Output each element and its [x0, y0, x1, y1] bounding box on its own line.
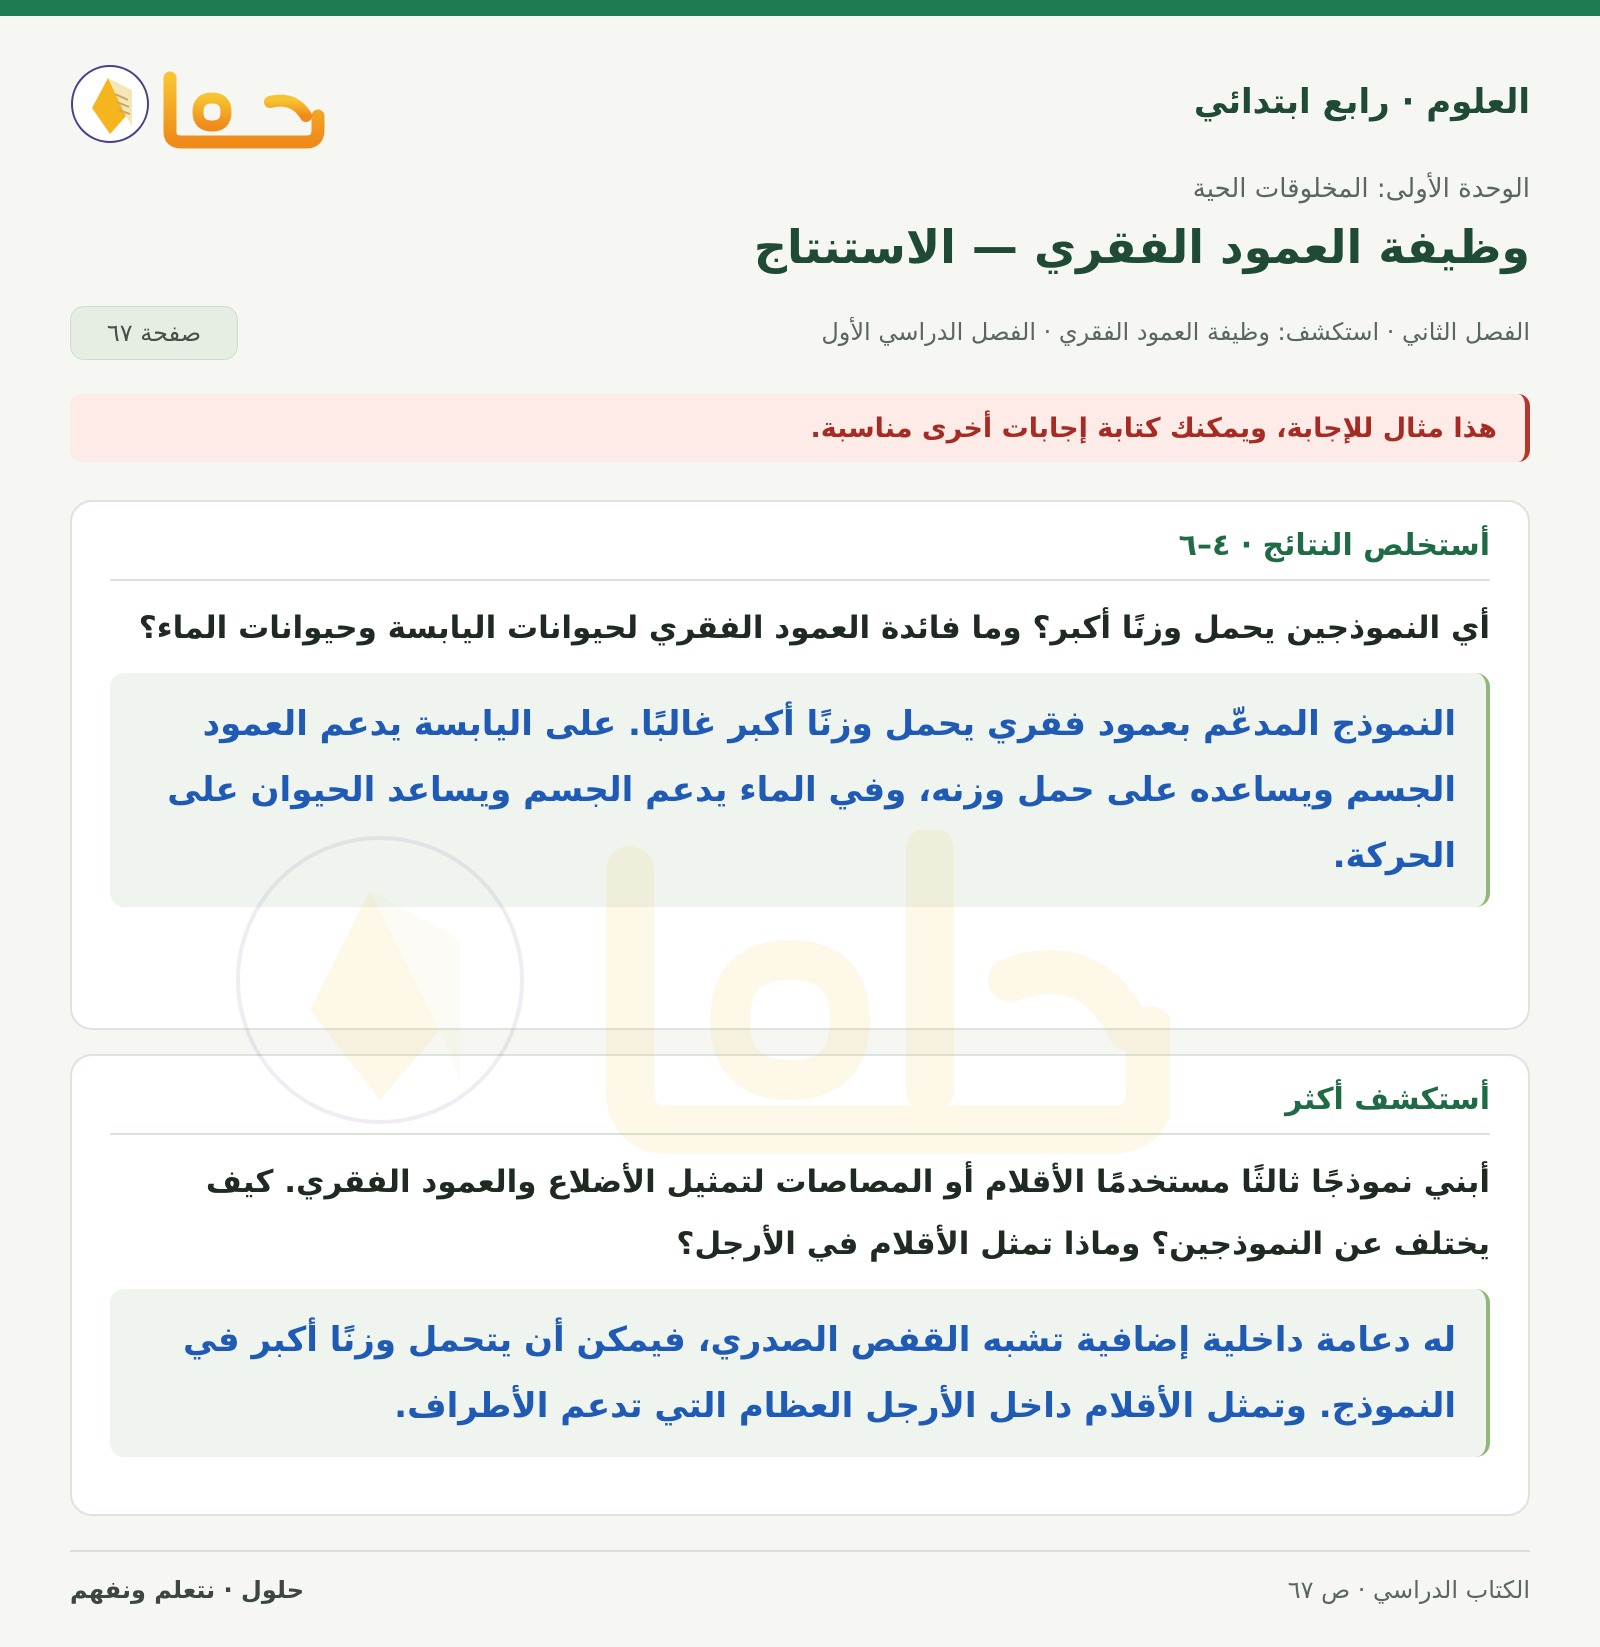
- answer-box: النموذج المدعّم بعمود فقري يحمل وزنًا أكبر غالبًا. على اليابسة يدعم العمود الجسم ويساعده على حمل وزنه، وفي الماء يدعم الجسم ويساعد الحيوان على الحركة.: [110, 673, 1490, 907]
- answer-note-text: هذا مثال للإجابة، ويمكنك كتابة إجابات أخرى مناسبة.: [810, 412, 1497, 444]
- answer-box: له دعامة داخلية إضافية تشبه القفص الصدري، فيمكن أن يتحمل وزنًا أكبر في النموذج. وتمثل الأقلام داخل الأرجل العظام التي تدعم الأطراف.: [110, 1289, 1490, 1457]
- hulul-logo[interactable]: [70, 46, 330, 156]
- logo-graphic: [70, 46, 330, 156]
- top-accent-bar: [0, 0, 1600, 16]
- subject-grade-label: العلوم · رابع ابتدائي: [1193, 82, 1530, 122]
- footer-brand: حلول · نتعلم ونفهم: [70, 1576, 304, 1604]
- lesson-meta: الفصل الثاني · استكشف: وظيفة العمود الفقري · الفصل الدراسي الأول: [821, 318, 1530, 346]
- question-text: أي النموذجين يحمل وزنًا أكبر؟ وما فائدة العمود الفقري لحيوانات اليابسة وحيوانات الماء؟: [138, 610, 1490, 646]
- unit-label: الوحدة الأولى: المخلوقات الحية: [1192, 174, 1530, 204]
- card-heading: أستكشف أكثر: [110, 1082, 1490, 1135]
- footer-source: الكتاب الدراسي · ص ٦٧: [1287, 1576, 1530, 1604]
- page-number-badge: صفحة ٦٧: [70, 306, 238, 360]
- question-card: [70, 500, 1530, 1030]
- question-text: أبني نموذجًا ثالثًا مستخدمًا الأقلام أو المصاصات لتمثيل الأضلاع والعمود الفقري. كيف يختلف عن النموذجين؟ وماذا تمثل الأقلام في الأرجل؟: [205, 1164, 1490, 1262]
- meta-row: [70, 306, 1530, 362]
- answer-note-banner: [70, 394, 1530, 462]
- footer: [70, 1550, 1530, 1632]
- page-title: وظيفة العمود الفقري — الاستنتاج: [753, 220, 1530, 274]
- card-heading: أستخلص النتائج · ٤–٦: [110, 528, 1490, 581]
- question-card: [70, 1054, 1530, 1516]
- page-container: [70, 16, 1530, 1604]
- header: [70, 16, 1530, 347]
